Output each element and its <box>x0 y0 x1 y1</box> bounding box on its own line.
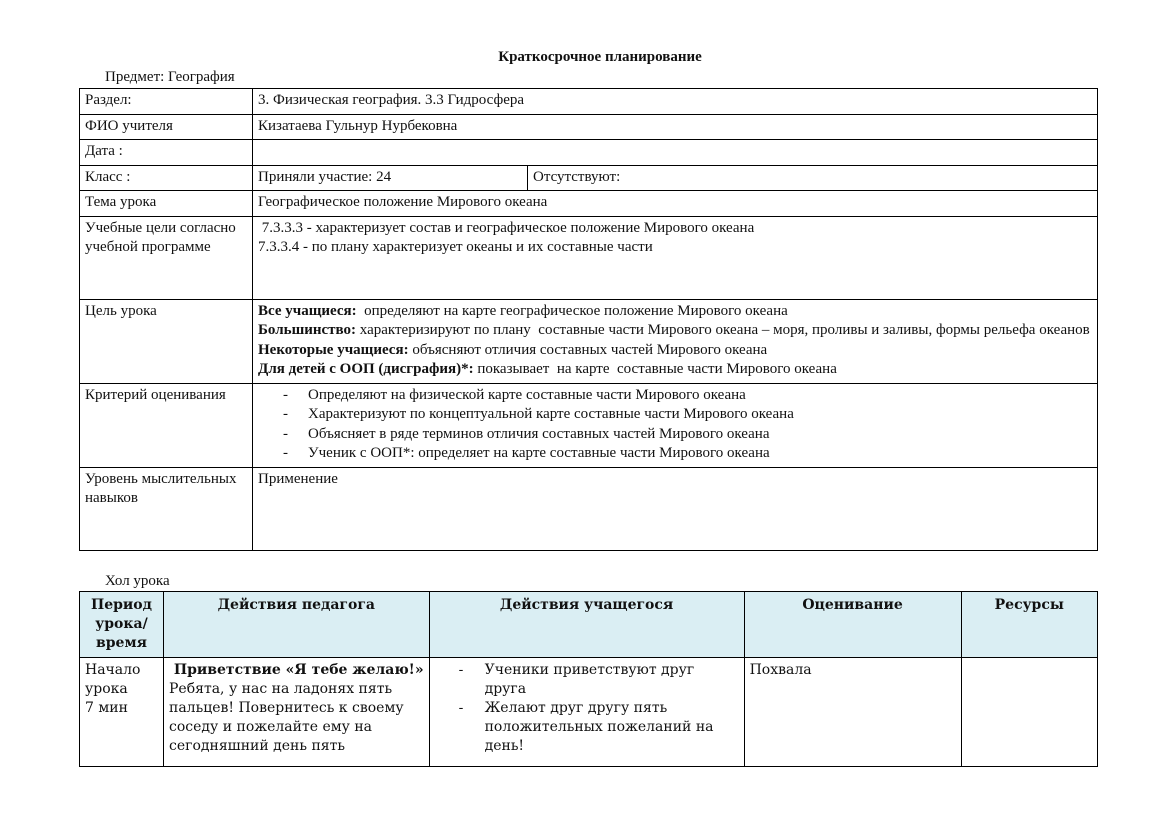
lesson-flow-table <box>79 591 1098 767</box>
resources-cell <box>961 658 1097 767</box>
teacher-label: ФИО учителя <box>80 114 253 140</box>
goal-value <box>253 299 1098 383</box>
subject-caption: Предмет: География <box>105 69 235 85</box>
table-row-topic <box>80 191 1098 217</box>
objectives-value <box>253 216 1098 299</box>
teacher-activity-title: Приветствие «Я тебе желаю!» <box>169 662 424 678</box>
topic-label: Тема урока <box>80 191 253 217</box>
header-resources: Ресурсы <box>961 592 1097 658</box>
student-action-item: - Ученики приветствуют друг друга <box>435 661 739 699</box>
goal-item: Большинство: характеризируют по плану составные части Мирового океана – моря, проливы и заливы, формы рельефа океанов <box>258 322 1090 338</box>
criteria-item: - Ученик с ООП*: определяет на карте составные части Мирового океана <box>258 444 1092 464</box>
header-student-actions: Действия учащегося <box>429 592 744 658</box>
objective-line: 7.3.3.3 - характеризует состав и географическое положение Мирового океана <box>258 219 755 236</box>
period-cell <box>80 658 164 767</box>
section-value: 3. Физическая география. 3.3 Гидросфера <box>253 89 1098 115</box>
period-line: Начало <box>85 662 141 678</box>
thinking-level-label: Уровень мыслительных навыков <box>80 467 253 550</box>
teacher-activity-text: Ребята, у нас на ладонях пять пальцев! Повернитесь к своему соседу и пожелайте ему на сегодняшний день пять <box>169 681 404 754</box>
objective-line: 7.3.3.4 - по плану характеризует океаны и их составные части <box>258 239 653 255</box>
class-label: Класс : <box>80 165 253 191</box>
criteria-item: - Характеризуют по концептуальной карте составные части Мирового океана <box>258 405 1092 425</box>
table-header-row <box>80 592 1098 658</box>
assessment-cell: Похвала <box>744 658 961 767</box>
teacher-actions-cell <box>164 658 430 767</box>
lesson-info-table <box>79 88 1098 551</box>
date-value <box>253 140 1098 166</box>
period-line: 7 мин <box>85 700 128 716</box>
date-label: Дата : <box>80 140 253 166</box>
header-period: Период урока/ время <box>80 592 164 658</box>
topic-value: Географическое положение Мирового океана <box>253 191 1098 217</box>
page-title: Краткосрочное планирование <box>498 49 702 65</box>
goal-item: Все учащиеся: определяют на карте географическое положение Мирового океана <box>258 302 788 319</box>
table-row-objectives <box>80 216 1098 299</box>
header-teacher-actions: Действия педагога <box>164 592 430 658</box>
table-row-section <box>80 89 1098 115</box>
student-actions-cell <box>429 658 744 767</box>
criteria-item: - Объясняет в ряде терминов отличия составных частей Мирового океана <box>258 425 1092 445</box>
header-assessment: Оценивание <box>744 592 961 658</box>
table-row <box>80 658 1098 767</box>
lesson-flow-caption: Хол урока <box>105 573 170 589</box>
criteria-value <box>253 383 1098 467</box>
absent-value: Отсутствуют: <box>528 165 1098 191</box>
criteria-label: Критерий оценивания <box>80 383 253 467</box>
thinking-level-value: Применение <box>253 467 1098 550</box>
student-action-item: - Желают друг другу пять положительных пожеланий на день! <box>435 699 739 756</box>
table-row-criteria <box>80 383 1098 467</box>
period-line: урока <box>85 681 128 697</box>
table-row-class <box>80 165 1098 191</box>
section-label: Раздел: <box>80 89 253 115</box>
goal-item: Некоторые учащиеся: объясняют отличия составных частей Мирового океана <box>258 341 768 358</box>
objectives-label: Учебные цели согласно учебной программе <box>80 216 253 299</box>
table-row-goal <box>80 299 1098 383</box>
teacher-value: Кизатаева Гульнур Нурбековна <box>253 114 1098 140</box>
criteria-item: - Определяют на физической карте составные части Мирового океана <box>258 386 1092 406</box>
goal-item: Для детей с ООП (дисграфия)*: показывает на карте составные части Мирового океана <box>258 361 837 377</box>
goal-label: Цель урока <box>80 299 253 383</box>
participated-value: Приняли участие: 24 <box>253 165 528 191</box>
table-row-date <box>80 140 1098 166</box>
table-row-teacher <box>80 114 1098 140</box>
table-row-thinking-level <box>80 467 1098 550</box>
